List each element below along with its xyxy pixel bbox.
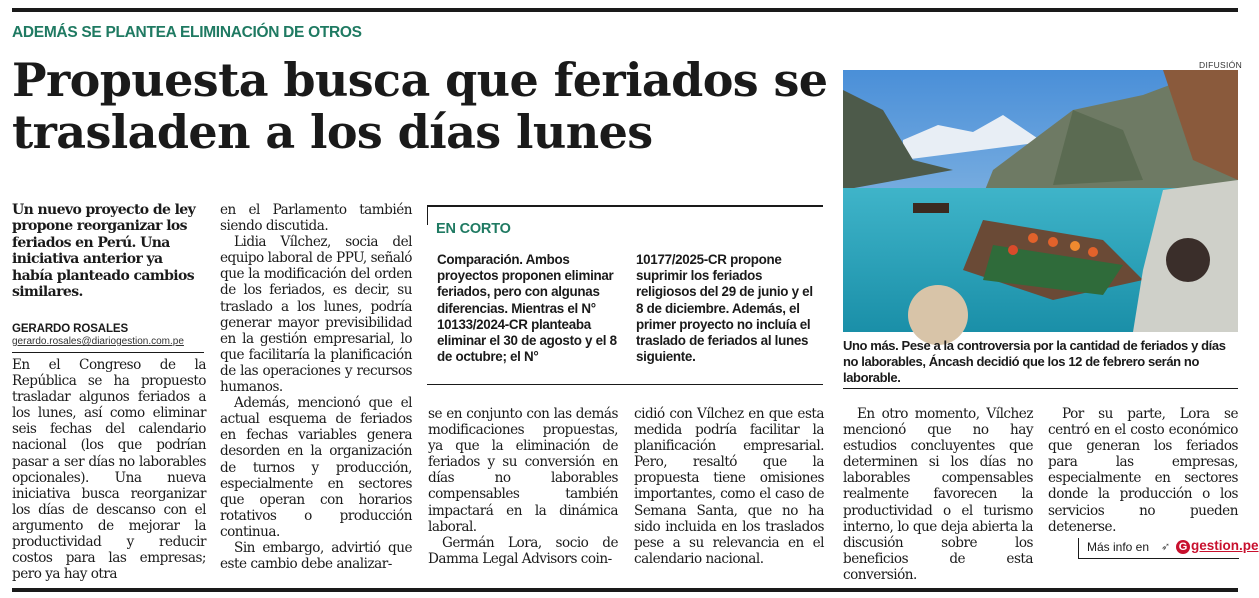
paragraph: Germán Lora, socio de Damma Legal Advisors coin- xyxy=(428,534,618,567)
byline-rule xyxy=(12,352,204,353)
site-name: gestion.pe xyxy=(1191,538,1259,553)
box-top-rule xyxy=(427,205,823,207)
article-column-3 xyxy=(428,406,618,567)
gestion-g-icon: G xyxy=(1176,540,1190,554)
box-column-2 xyxy=(636,252,822,365)
paragraph: En otro momento, Vílchez mencionó que no hay estudios concluyentes que determinen si los días no laborables compensables realmente favorecen la productividad o el turismo interno, lo que deja abierta la discusión sobre los beneficios de esta conversión. xyxy=(843,406,1033,583)
article-column-1 xyxy=(12,357,206,582)
article-column-5 xyxy=(843,406,1033,583)
caption-label: Uno más. xyxy=(843,338,899,353)
box-text: Ambos proyectos proponen eliminar feriados, pero con algunas diferencias. Mientras el N° 10133/2024-CR planteaba eliminar el 30 de agosto y el 8 de octubre; el N° xyxy=(437,252,617,365)
more-info-label: Más info en xyxy=(1087,540,1150,554)
article-column-4 xyxy=(634,406,824,567)
paragraph: cidió con Vílchez en que esta medida podría facilitar la planificación empresarial. Pero, resaltó que la propuesta tiene omisiones importantes, como el caso de Semana Santa, que no ha sido incluida en los traslados pese a su relevancia en el calendario nacional. xyxy=(634,406,824,567)
more-info-box xyxy=(1078,538,1259,559)
paragraph: Lidia Vílchez, socia del equipo laboral de PPU, señaló que la modificación del orden de los feriados, es decir, su traslado a los lunes, podría generar mayor previsibilidad en la gestión empresarial, lo que facilitaría la planificación de las operaciones y recursos humanos. xyxy=(220,234,412,396)
cursor-arrow-icon: ➶ xyxy=(1161,541,1171,553)
paragraph: Además, mencionó que el actual esquema de feriados en fechas variables genera desorden en la organización de turnos y producción, especialmente en sectores que operan con horarios rotativos o producción continua. xyxy=(220,395,412,540)
photo-caption xyxy=(843,338,1238,386)
paragraph: Sin embargo, advirtió que este cambio debe analizar- xyxy=(220,539,412,573)
paragraph: Por su parte, Lora se centró en el costo económico que generan los feriados para las empresas, especialmente en sectores donde la producción o los servicios no pueden detenerse. xyxy=(1048,406,1238,535)
headline: Propuesta busca que feriados se trasladen a los días lunes xyxy=(12,53,828,159)
author-email-link[interactable]: gerardo.rosales@diariogestion.com.pe xyxy=(12,336,184,347)
paragraph: se en conjunto con las demás modificaciones propuestas, ya que la eliminación de feriados y su conversión en días no laborables compensables también impactará en la dinámica laboral. xyxy=(428,406,618,535)
box-text: 10177/2025-CR propone suprimir los feriados religiosos del 29 de junio y el 8 de diciembre. Además, el primer proyecto no incluía el traslado de feriados al lunes siguiente. xyxy=(636,252,813,365)
paragraph: En el Congreso de la República se ha propuesto trasladar algunos feriados a los lunes, así como eliminar seis fechas del calendario nacional (los que podrían pasar a ser días no laborables opcionales). Una nueva iniciativa busca reorganizar los días de descanso con el argumento de mejorar la productividad y reducir costos para las empresas; pero ya hay otra xyxy=(12,357,206,583)
lake-photo xyxy=(843,70,1238,332)
gestion-logo-link[interactable] xyxy=(1176,538,1259,554)
kicker: ADEMÁS SE PLANTEA ELIMINACIÓN DE OTROS xyxy=(12,24,362,41)
author-name: GERARDO ROSALES xyxy=(12,323,129,335)
byline xyxy=(12,323,204,353)
box-label: Comparación. xyxy=(437,252,523,267)
bottom-rule xyxy=(12,588,1238,592)
box-bottom-rule xyxy=(427,384,823,385)
lake-photo-illustration xyxy=(843,70,1238,332)
box-left-rule xyxy=(427,205,428,225)
caption-text: Pese a la controversia por la cantidad de feriados y días no laborables, Áncash decidió que los 12 de febrero serán no laborable. xyxy=(843,338,1226,385)
box-title: EN CORTO xyxy=(436,221,511,237)
article-column-2 xyxy=(220,202,412,572)
top-rule xyxy=(12,8,1238,12)
photo-credit: DIFUSIÓN xyxy=(1199,60,1243,70)
box-column-1 xyxy=(437,252,623,365)
lead-paragraph: Un nuevo proyecto de ley propone reorganizar los feriados en Perú. Una iniciativa anterior ya había planteado cambios similares. xyxy=(12,202,196,301)
article-column-6 xyxy=(1048,406,1238,535)
paragraph: en el Parlamento también siendo discutida. xyxy=(220,202,412,235)
caption-rule xyxy=(843,388,1238,389)
